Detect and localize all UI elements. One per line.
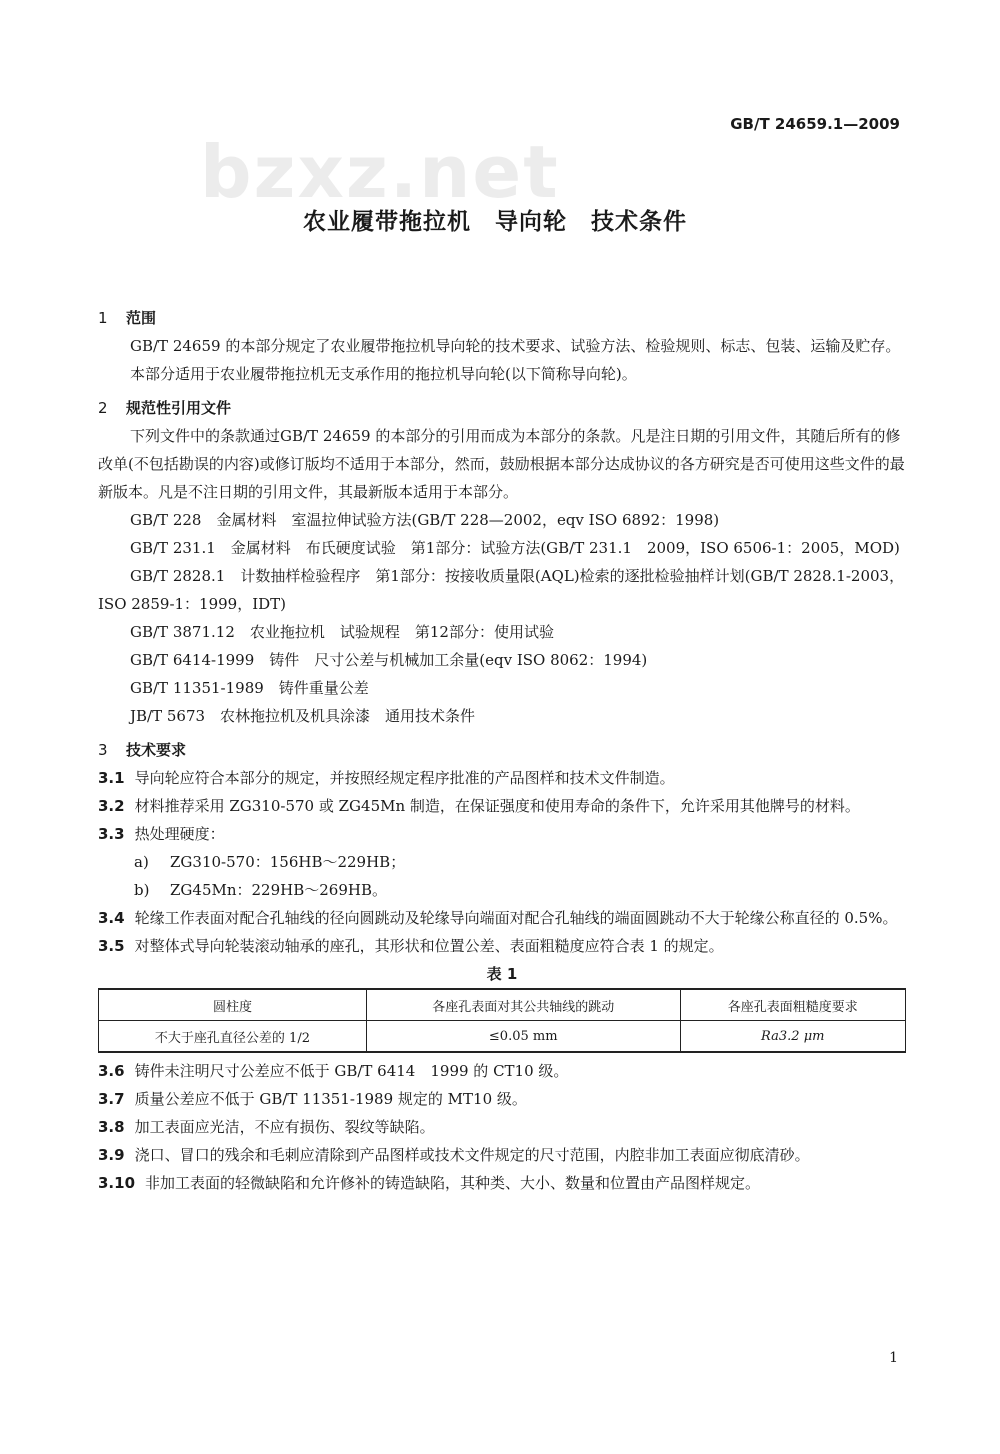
section-number: 1: [98, 309, 108, 327]
section-title: 范围: [126, 309, 157, 327]
clause-number: 3.10: [98, 1174, 136, 1192]
list-label: a): [134, 853, 149, 871]
paragraph: GB/T 24659 的本部分规定了农业履带拖拉机导向轮的技术要求、试验方法、检验规则、标志、包装、运输及贮存。: [130, 337, 901, 355]
reference-item: GB/T 3871.12 农业拖拉机 试验规程 第12部分：使用试验: [130, 623, 554, 641]
clause-number: 3.5: [98, 937, 125, 955]
reference-item: GB/T 2828.1 计数抽样检验程序 第1部分：按接收质量限(AQL)检索的逐批检验抽样计划(GB/T 2828.1-2003，ISO 2859-1：1999，IDT): [98, 567, 905, 613]
page-number: 1: [889, 1350, 898, 1366]
section-number: 3: [98, 741, 108, 759]
clause-3-2: [98, 792, 906, 820]
list-item-a: [98, 848, 906, 876]
clause-text: 浇口、冒口的残余和毛刺应清除到产品图样或技术文件规定的尺寸范围，内腔非加工表面应彻底清砂。: [134, 1146, 810, 1164]
table-header-cell: 各座孔表面粗糙度要求: [680, 989, 905, 1021]
table-header-cell: 圆柱度: [99, 989, 367, 1021]
clause-3-5: [98, 932, 906, 960]
watermark: bzxz.net: [200, 130, 560, 214]
clause-3-9: [98, 1141, 906, 1169]
list-label: b): [134, 881, 150, 899]
list-item-b: [98, 876, 906, 904]
table-cell: Ra3.2 μm: [680, 1021, 905, 1053]
clause-text: 质量公差应不低于 GB/T 11351-1989 规定的 MT10 级。: [134, 1090, 527, 1108]
section-heading-1: [98, 304, 906, 332]
clause-number: 3.3: [98, 825, 125, 843]
table-row: [99, 1021, 906, 1053]
clause-number: 3.6: [98, 1062, 125, 1080]
section-heading-3: [98, 736, 906, 764]
table-header-cell: 各座孔表面对其公共轴线的跳动: [366, 989, 680, 1021]
clause-number: 3.4: [98, 909, 125, 927]
document-title: 农业履带拖拉机 导向轮 技术条件: [303, 209, 687, 235]
section-title: 技术要求: [126, 741, 187, 759]
section-title: 规范性引用文件: [126, 399, 232, 417]
clause-text: 轮缘工作表面对配合孔轴线的径向圆跳动及轮缘导向端面对配合孔轴线的端面圆跳动不大于轮缘公称直径的 0.5%。: [134, 909, 898, 927]
paragraph: 下列文件中的条款通过GB/T 24659 的本部分的引用而成为本部分的条款。凡是注日期的引用文件，其随后所有的修改单(不包括勘误的内容)或修订版均不适用于本部分，然而，鼓励根据本部分达成协议的各方研究是否可使用这些文件的最新版本。凡是不注日期的引用文件，其最新版本适用于本部分。: [98, 427, 905, 501]
clause-3-1: [98, 764, 906, 792]
table-cell: ≤0.05 mm: [366, 1021, 680, 1053]
clause-number: 3.9: [98, 1146, 125, 1164]
clause-text: 非加工表面的轻微缺陷和允许修补的铸造缺陷，其种类、大小、数量和位置由产品图样规定。: [145, 1174, 761, 1192]
clause-text: 热处理硬度：: [134, 825, 225, 843]
reference-item: GB/T 11351-1989 铸件重量公差: [130, 679, 369, 697]
clause-number: 3.8: [98, 1118, 125, 1136]
list-text: ZG45Mn：229HB～269HB。: [170, 881, 387, 899]
clause-3-8: [98, 1113, 906, 1141]
reference-item: GB/T 231.1 金属材料 布氏硬度试验 第1部分：试验方法(GB/T 231.1 2009，ISO 6506-1：2005，MOD): [130, 539, 900, 557]
clause-3-6: [98, 1057, 906, 1085]
clause-3-10: [98, 1169, 906, 1197]
table-header-row: [99, 989, 906, 1021]
clause-text: 加工表面应光洁，不应有损伤、裂纹等缺陷。: [134, 1118, 435, 1136]
clause-3-7: [98, 1085, 906, 1113]
clause-3-4: [98, 904, 906, 932]
document-body: [98, 298, 906, 1197]
paragraph: 本部分适用于农业履带拖拉机无支承作用的拖拉机导向轮(以下简称导向轮)。: [130, 365, 637, 383]
clause-text: 导向轮应符合本部分的规定，并按照经规定程序批准的产品图样和技术文件制造。: [134, 769, 675, 787]
section-heading-2: [98, 394, 906, 422]
spec-table: [98, 988, 906, 1053]
standard-code: GB/T 24659.1—2009: [730, 115, 900, 133]
clause-text: 材料推荐采用 ZG310-570 或 ZG45Mn 制造，在保证强度和使用寿命的条件下，允许采用其他牌号的材料。: [134, 797, 860, 815]
clause-number: 3.2: [98, 797, 125, 815]
clause-3-3: [98, 820, 906, 848]
table-cell: 不大于座孔直径公差的 1/2: [99, 1021, 367, 1053]
reference-item: GB/T 228 金属材料 室温拉伸试验方法(GB/T 228—2002，eqv ISO 6892：1998): [130, 511, 720, 529]
clause-number: 3.1: [98, 769, 125, 787]
reference-item: JB/T 5673 农林拖拉机及机具涂漆 通用技术条件: [130, 707, 476, 725]
clause-text: 铸件未注明尺寸公差应不低于 GB/T 6414 1999 的 CT10 级。: [134, 1062, 569, 1080]
clause-number: 3.7: [98, 1090, 125, 1108]
list-text: ZG310-570：156HB～229HB；: [170, 853, 406, 871]
clause-text: 对整体式导向轮装滚动轴承的座孔，其形状和位置公差、表面粗糙度应符合表 1 的规定。: [134, 937, 724, 955]
reference-item: GB/T 6414-1999 铸件 尺寸公差与机械加工余量(eqv ISO 8062：1994): [130, 651, 648, 669]
section-number: 2: [98, 399, 108, 417]
table-caption: 表 1: [486, 965, 518, 983]
